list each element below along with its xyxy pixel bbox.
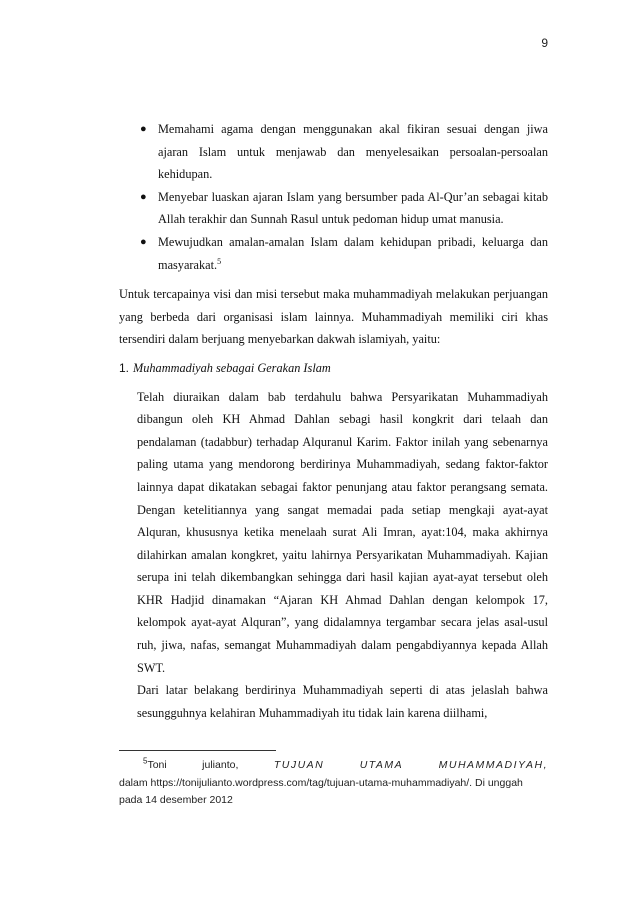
footnote-title-word: MUHAMMADIYAH, — [438, 759, 548, 771]
intro-paragraph: Untuk tercapainya visi dan misi tersebut maka muhammadiyah melakukan perjuangan yang berbeda dari organisasi islam lainnya. Muhammadiyah memiliki ciri khas tersendiri dalam berjuang menyebarkan dakwah islamiyah, yaitu: — [119, 287, 548, 347]
bullet-icon: ● — [140, 190, 147, 203]
list-item-text: Memahami agama dengan menggunakan akal fikiran sesuai dengan jiwa ajaran Islam untuk menjawab dan menyelesaikan persoalan-persoalan kehidupan. — [158, 122, 548, 182]
list-item-text: Mewujudkan amalan-amalan Islam dalam kehidupan pribadi, keluarga dan masyarakat. — [158, 234, 548, 272]
section-heading — [119, 357, 548, 380]
footnote-marker: 5 — [143, 756, 148, 766]
list-item — [119, 186, 548, 231]
objectives-list — [119, 118, 548, 276]
list-item — [119, 118, 548, 186]
list-item-text: Menyebar luaskan ajaran Islam yang bersumber pada Al-Qur’an sebagai kitab Allah terakhir dan Sunnah Rasul untuk pedoman hidup umat manusia. — [158, 189, 548, 227]
footnote-author-surname: julianto, — [202, 759, 239, 771]
footnote — [119, 757, 548, 810]
footnote-divider — [119, 750, 276, 751]
footnote-first-line — [119, 757, 548, 775]
section-title: Muhammadiyah sebagai Gerakan Islam — [133, 360, 331, 375]
list-item — [119, 231, 548, 276]
bullet-icon: ● — [140, 235, 147, 248]
footnote-source-link[interactable]: dalam https://tonijulianto.wordpress.com/tag/tujuan-utama-muhammadiyah/. Di unggah pada 14 desember 2012 — [119, 776, 523, 806]
footnote-author: $^5$Toni — [143, 756, 167, 771]
footnote-reference[interactable]: 5 — [217, 256, 222, 266]
page-body — [119, 118, 548, 724]
page-number: 9 — [541, 36, 548, 50]
body-paragraph: Telah diuraikan dalam bab terdahulu bahwa Persyarikatan Muhammadiyah dibangun oleh KH Ahmad Dahlan sebagi hasil kongkrit dari telaah dan pendalaman (tadabbur) terhadap Alquranul Karim. Faktor inilah yang sebenarnya paling utama yang mendorong berdirinya Muhammadiyah, sedang faktor-faktor lainnya dapat dikatakan sebagai faktor penunjang atau faktor perangsang semata. Dengan ketelitiannya yang sangat memadai pada setiap mengkaji ayat-ayat Alquran, khususnya ketika menelaah surat Ali Imran, ayat:104, maka akhirnya dilahirkan amalan kongkret, yaitu lahirnya Persyarikatan Muhammadiyah. Kajian serupa ini telah dikembangkan sehingga dari hasil kajian ayat-ayat tersebut oleh KHR Hadjid dinamakan “Ajaran KH Ahmad Dahlan dengan kelompok 17, kelompok ayat-ayat Alquran”, yang didalamnya tergambar secara jelas asal-usul ruh, jiwa, nafas, semangat Muhammadiyah dalam pengabdiyannya kepada Allah SWT. — [137, 389, 548, 675]
section-number: 1. — [119, 360, 130, 375]
body-paragraph: Dari latar belakang berdirinya Muhammadiyah seperti di atas jelaslah bahwa sesungguhnya kelahiran Muhammadiyah itu tidak lain karena diilhami, — [137, 683, 548, 720]
footnote-title-word: UTAMA — [359, 759, 404, 771]
footnote-title-word: TUJUAN — [273, 759, 325, 771]
bullet-icon: ● — [140, 123, 147, 135]
section-body — [119, 386, 548, 725]
